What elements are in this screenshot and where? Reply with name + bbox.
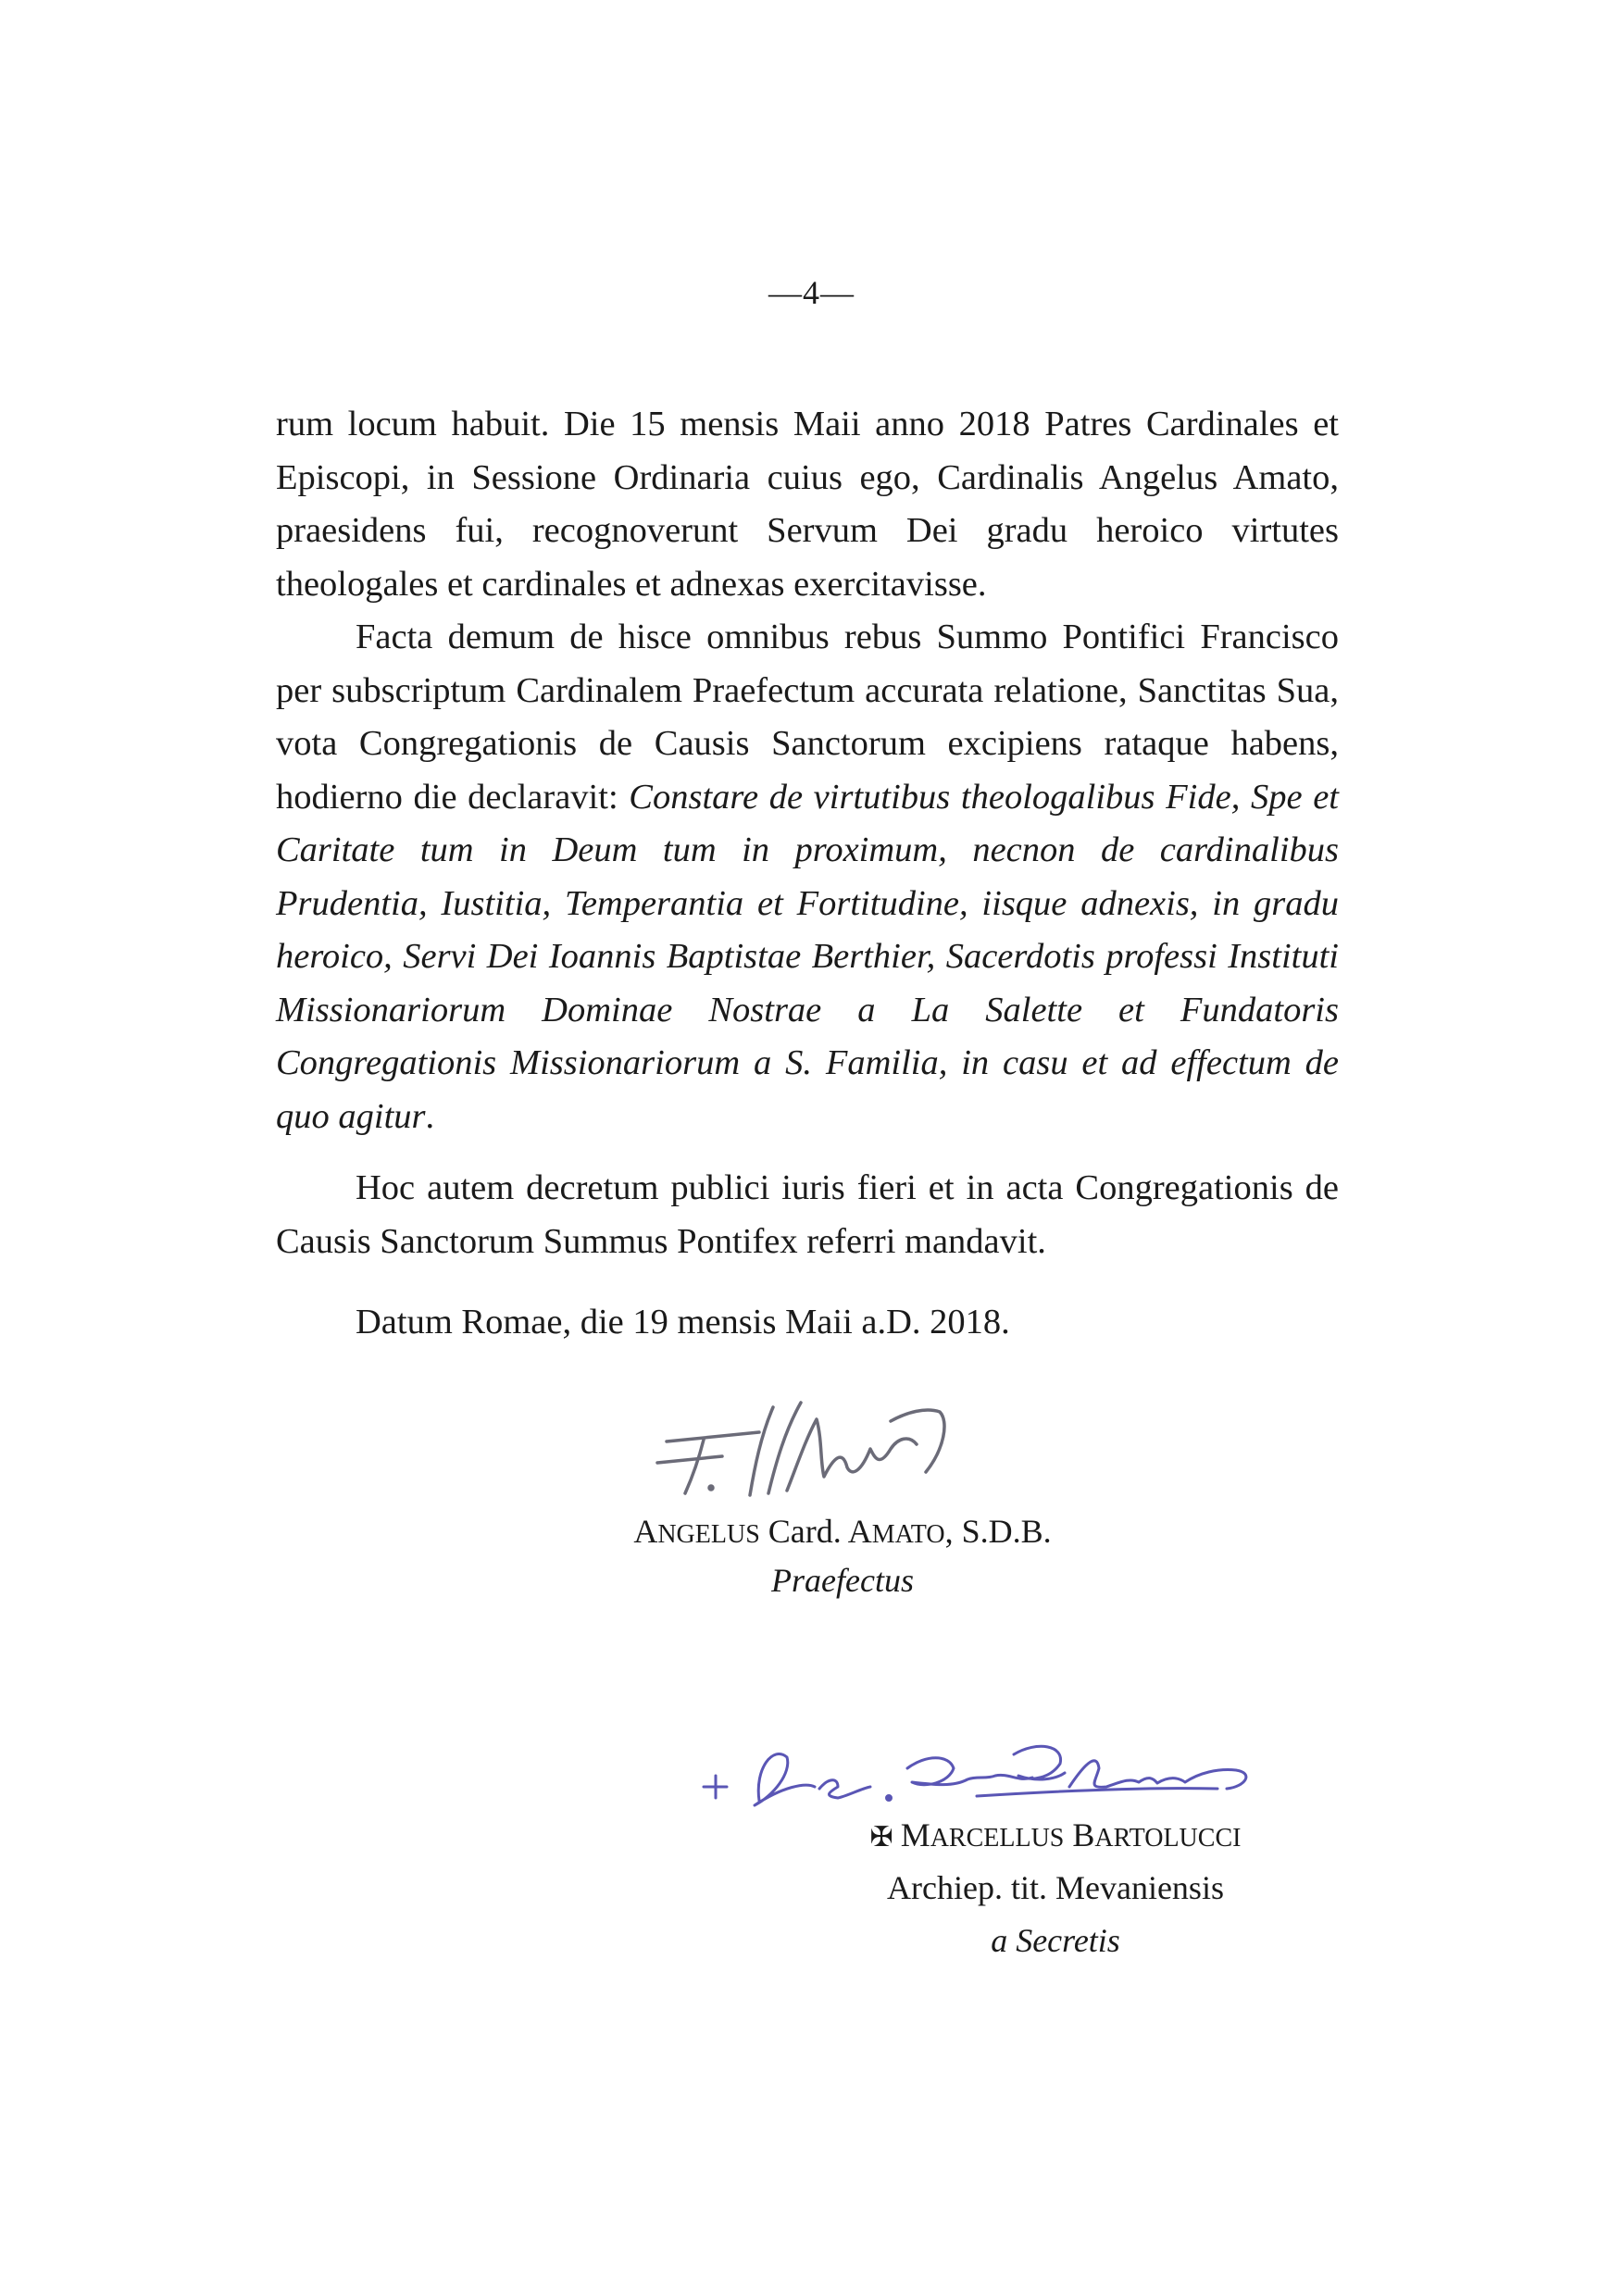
- signatory-bartolucci-name: ✠ MARCELLUS BARTOLUCCI: [869, 1816, 1242, 1853]
- signatory-amato-title: Praefectus: [771, 1562, 914, 1599]
- paragraph-2-roman: Facta demum de hisce omnibus rebus Summo Pontifici Francisco per subscriptum Cardinalem Praefectum accurata relatione, Sanctitas Sua, vota Congregationis de Causis Sanctorum excipiens rataque habens, hodierno die declaravit:: [276, 618, 1339, 817]
- cross-icon: ✠: [869, 1822, 893, 1853]
- page-number: —4—: [768, 274, 855, 311]
- date-line: Datum Romae, die 19 mensis Maii a.D. 2018.: [356, 1303, 1010, 1341]
- paragraph-3: Hoc autem decretum publici iuris fieri et in acta Congregationis de Causis Sanctorum Summus Pontifex referri mandavit.: [276, 1168, 1339, 1261]
- paragraph-2-end: .: [425, 1096, 435, 1136]
- signatory-bartolucci-role: a Secretis: [991, 1922, 1120, 1959]
- paragraph-2: [276, 611, 1339, 1143]
- signatory-amato-name: ANGELUS Card. AMATO, S.D.B.: [633, 1513, 1052, 1550]
- paragraph-2-italic: Constare de virtutibus theologalibus Fide, Spe et Caritate tum in Deum tum in proximum, necnon de cardinalibus Prudentia, Iustitia, Temperantia et Fortitudine, iisque adnexis, in gradu heroico, Servi Dei Ioannis Baptistae Berthier, Sacerdotis professi Instituti Missionariorum Dominae Nostrae a La Salette et Fundatoris Congregationis Missionariorum a S. Familia, in casu et ad effectum de quo agitur: [276, 777, 1339, 1136]
- paragraph-1: rum locum habuit. Die 15 mensis Maii anno 2018 Patres Cardinales et Episcopi, in Sessione Ordinaria cuius ego, Cardinalis Angelus Amato, praesidens fui, recognoverunt Servum Dei gradu heroico virtutes theologales et cardinales et adnexas exercitavisse.: [276, 405, 1339, 604]
- signatory-bartolucci-title: Archiep. tit. Mevaniensis: [887, 1869, 1224, 1906]
- signature-amato: [648, 1384, 1000, 1514]
